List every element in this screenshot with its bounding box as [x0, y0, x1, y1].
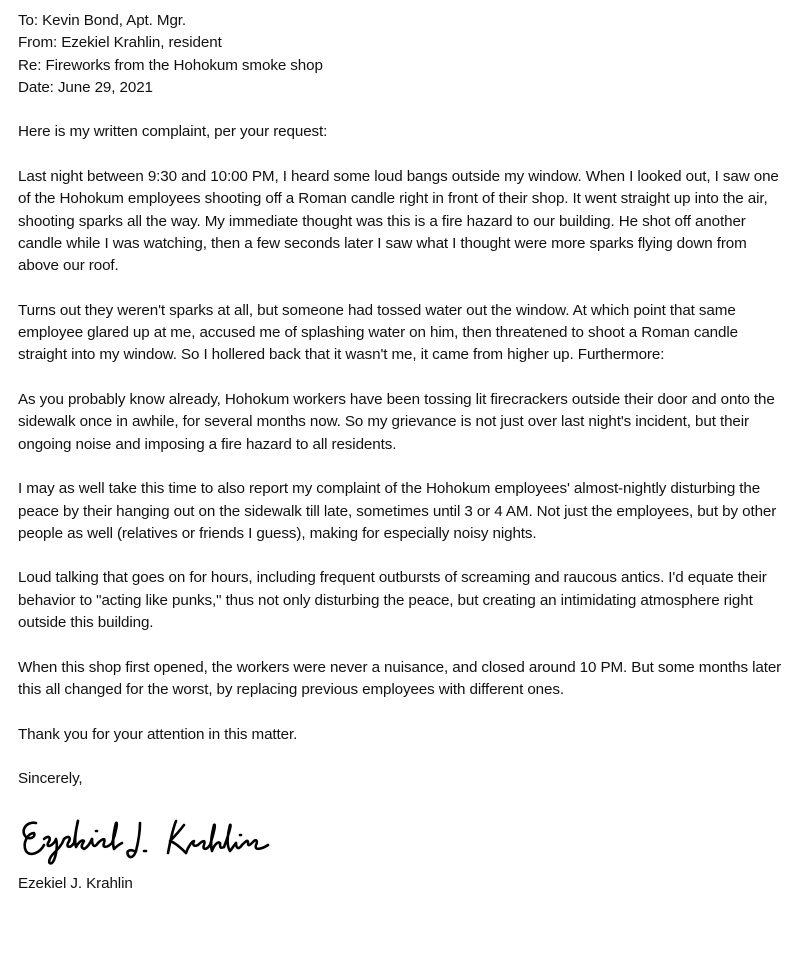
intro-paragraph: Here is my written complaint, per your request: [18, 123, 328, 141]
body-paragraph-5: Loud talking that goes on for hours, including frequent outbursts of screaming and raucous antics. I'd equate their behavior to "acting like punks," thus not only disturbing the peace, but creating an intimidating atmosphere right outside this building. [18, 569, 767, 632]
from-line: From: Ezekiel Krahlin, resident [18, 34, 222, 52]
thank-you-paragraph: Thank you for your attention in this matter. [18, 725, 298, 743]
to-line: To: Kevin Bond, Apt. Mgr. [18, 12, 187, 29]
handwritten-signature [18, 809, 278, 867]
body-paragraph-3: As you probably know already, Hohokum workers have been tossing lit firecrackers outside their door and onto the sidewalk once in awhile, for several months now. So my grievance is not just over last night's incident, but their ongoing noise and imposing a fire hazard to all residents. [18, 391, 775, 453]
subject-line: Re: Fireworks from the Hohokum smoke shop [18, 56, 323, 74]
date-line: Date: June 29, 2021 [18, 78, 153, 96]
body-paragraph-4: I may as well take this time to also report my complaint of the Hohokum employees' almost-nightly disturbing the peace by their hanging out on the sidewalk till late, sometimes until 3 or 4 AM. Not just the employees, but by other people as well (relatives or friends I guess), making for especially noisy nights. [18, 480, 777, 542]
body-paragraph-1: Last night between 9:30 and 10:00 PM, I heard some loud bangs outside my window. When I looked out, I saw one of the Hohokum employees shooting off a Roman candle right in front of their shop. It went straight up into the air, shooting sparks all the way. My immediate thought was this is a fire hazard to our building. He shot off another candle while I was watching, then a few seconds later I saw what I thought were more sparks flying down from above our roof. [18, 168, 779, 275]
closing-salutation: Sincerely, [18, 770, 83, 788]
letter [18, 10, 788, 895]
body-paragraph-6: When this shop first opened, the workers were never a nuisance, and closed around 10 PM. But some months later this all changed for the worst, by replacing previous employees with different ones. [18, 658, 782, 698]
body-paragraph-2: Turns out they weren't sparks at all, but someone had tossed water out the window. At which point that same employee glared up at me, accused me of splashing water on him, then threatened to shoot a Roman candle straight into my window. So I hollered back that it wasn't me, it came from higher up. Furthermore: [18, 301, 738, 364]
memo-header [18, 10, 788, 99]
typed-signer-name: Ezekiel J. Krahlin [18, 874, 133, 892]
